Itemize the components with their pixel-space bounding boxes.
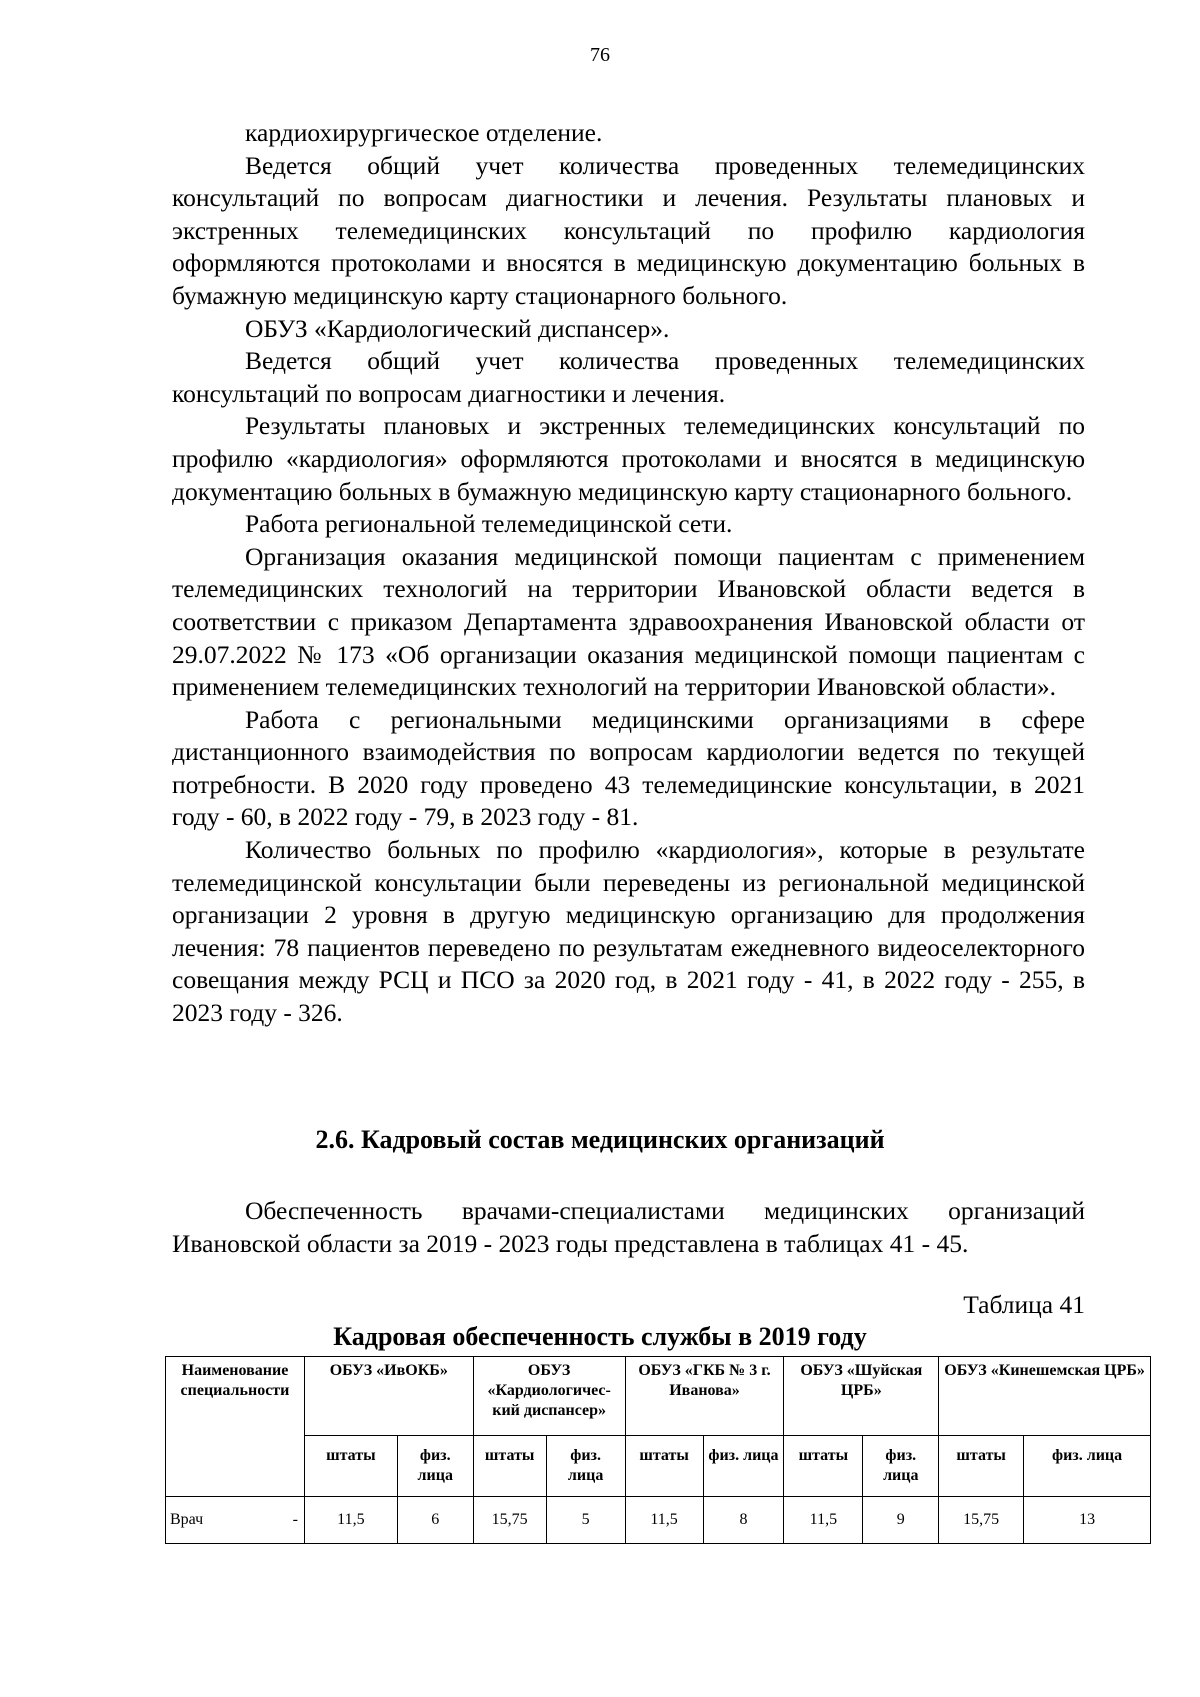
paragraph: Ведется общий учет количества проведенных телемедицинских консультаций по вопросам диагностики и лечения. <box>172 346 1085 408</box>
body-text <box>172 117 1085 1030</box>
table-cell: 6 <box>397 1497 473 1544</box>
sub-header-persons: физ. лица <box>546 1436 625 1497</box>
paragraph: Количество больных по профилю «кардиология», которые в результате телемедицинской консультации были переведены из региональной медицинской организации 2 уровня в другую медицинскую организацию для продолжения лечения: 78 пациентов переведено по результатам ежедневного видеоселекторного совещания между РСЦ и ПСО за 2020 год, в 2021 году - 41, в 2022 году - 255, в 2023 году - 326. <box>172 835 1085 1028</box>
org-header-gkb3: ОБУЗ «ГКБ № 3 г. Иванова» <box>625 1357 784 1436</box>
paragraph: Ведется общий учет количества проведенных телемедицинских консультаций по вопросам диагностики и лечения. Результаты плановых и экстренных телемедицинских консультаций по профилю кардиология оформляются протоколами и вносятся в медицинскую документацию больных в бумажную медицинскую карту стационарного больного. <box>172 150 1085 310</box>
sub-header-staff: штаты <box>625 1436 703 1497</box>
page-number: 76 <box>590 44 610 66</box>
sub-header-persons: физ. лица <box>1024 1436 1151 1497</box>
org-header-cardio-dispensary: ОБУЗ «Кардиологичес-кий диспансер» <box>473 1357 625 1436</box>
org-header-ivokb: ОБУЗ «ИвОКБ» <box>304 1357 473 1436</box>
paragraph: Организация оказания медицинской помощи пациентам с применением телемедицинских технологий на территории Ивановской области ведется в соответствии с приказом Департамента здравоохранения Ивановской области от 29.07.2022 № 173 «Об организации оказания медицинской помощи пациентам с применением телемедицинских технологий на территории Ивановской области». <box>172 541 1085 702</box>
sub-header-staff: штаты <box>939 1436 1024 1497</box>
paragraph: ОБУЗ «Кардиологический диспансер». <box>245 313 670 343</box>
paragraph: Работа региональной телемедицинской сети. <box>245 509 733 539</box>
org-header-kineshma-crb: ОБУЗ «Кинешемская ЦРБ» <box>939 1357 1151 1436</box>
table-cell: 9 <box>863 1497 939 1544</box>
sub-header-staff: штаты <box>473 1436 546 1497</box>
sub-header-persons: физ. лица <box>863 1436 939 1497</box>
specialty-name: Врач <box>170 1511 204 1528</box>
org-header-shuya-crb: ОБУЗ «Шуйская ЦРБ» <box>784 1357 939 1436</box>
table-cell: 13 <box>1024 1497 1151 1544</box>
sub-header-staff: штаты <box>304 1436 397 1497</box>
paragraph: кардиохирургическое отделение. <box>245 118 603 147</box>
table-row <box>166 1497 1151 1544</box>
table-cell: 5 <box>546 1497 625 1544</box>
table-cell: 15,75 <box>473 1497 546 1544</box>
section-heading: 2.6. Кадровый состав медицинских организаций <box>315 1125 885 1154</box>
table-cell: 15,75 <box>939 1497 1024 1544</box>
specialty-dash: - <box>292 1511 298 1528</box>
table-cell: 8 <box>703 1497 784 1544</box>
paragraph: Результаты плановых и экстренных телемедицинских консультаций по профилю «кардиология» оформляются протоколами и вносятся в медицинскую документацию больных в бумажную медицинскую карту стационарного больного. <box>172 411 1085 506</box>
specialty-cell <box>166 1497 305 1544</box>
table-cell: 11,5 <box>625 1497 703 1544</box>
table-cell: 11,5 <box>784 1497 863 1544</box>
table-number-label: Таблица 41 <box>963 1290 1085 1319</box>
table-title: Кадровая обеспеченность службы в 2019 году <box>333 1322 867 1351</box>
sub-header-persons: физ. лица <box>397 1436 473 1497</box>
intro-paragraph: Обеспеченность врачами-специалистами медицинских организаций Ивановской области за 2019 - 2023 годы представлена в таблицах 41 - 45. <box>172 1196 1085 1258</box>
table-cell: 11,5 <box>304 1497 397 1544</box>
specialty-header: Наименование специальности <box>166 1357 305 1497</box>
paragraph: Работа с региональными медицинскими организациями в сфере дистанционного взаимодействия по вопросам кардиологии ведется по текущей потребности. В 2020 году проведено 43 телемедицинские консультации, в 2021 году - 60, в 2022 году - 79, в 2023 году - 81. <box>172 704 1085 832</box>
sub-header-persons: физ. лица <box>703 1436 784 1497</box>
staffing-table <box>165 1356 1151 1544</box>
sub-header-staff: штаты <box>784 1436 863 1497</box>
